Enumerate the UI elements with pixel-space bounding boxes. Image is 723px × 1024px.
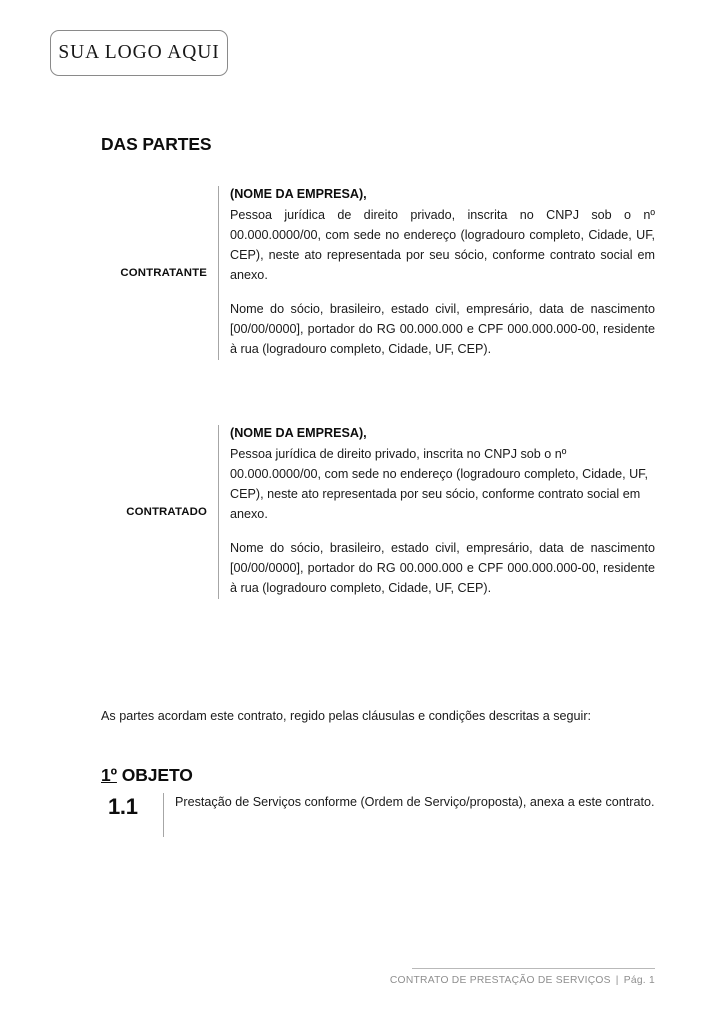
footer-separator: | [615, 975, 619, 986]
clause-text-1-1: Prestação de Serviços conforme (Ordem de Serviço/proposta), anexa a este contrato. [175, 795, 655, 809]
footer-text-group [390, 975, 655, 986]
party-block-contratante [101, 186, 655, 360]
party-paragraph-company-contratado: Pessoa jurídica de direito privado, inscrita no CNPJ sob o nº 00.000.0000/00, com sede no endereço (logradouro completo, Cidade, UF, CEP), neste ato representada por seu sócio, conforme contrato social em anexo. [230, 446, 648, 521]
party-label-cell-contratante [101, 186, 218, 360]
section-heading-title: OBJETO [116, 764, 193, 785]
footer-divider-rule [412, 968, 655, 969]
section-heading-ordinal: 1º [101, 764, 117, 785]
clause-number-cell-1-1 [101, 793, 163, 818]
section-heading-objeto [101, 765, 193, 786]
logo-placeholder-text: SUA LOGO AQUI [58, 42, 220, 63]
party-role-label-contratado: CONTRATADO [126, 506, 207, 519]
party-paragraph-partner-contratado: Nome do sócio, brasileiro, estado civil, empresário, data de nascimento [00/00/0000], portador do RG 00.000.000 e CPF 000.000.000-00, residente à rua (logradouro completo, Cidade, UF, CEP). [230, 541, 655, 596]
footer-document-title: CONTRATO DE PRESTAÇÃO DE SERVIÇOS [389, 975, 611, 986]
footer-page-number: Pág. 1 [623, 975, 655, 986]
party-body-contratado [219, 425, 655, 599]
section-heading-das-partes: DAS PARTES [101, 133, 212, 154]
party-company-name-contratante: (NOME DA EMPRESA), [230, 187, 367, 201]
party-body-contratante [219, 186, 655, 360]
party-label-cell-contratado [101, 425, 218, 599]
clause-number-1-1: 1.1 [108, 794, 138, 819]
clause-body-1-1 [164, 793, 655, 813]
party-block-contratado [101, 425, 655, 599]
party-paragraph-company-contratante: Pessoa jurídica de direito privado, inscrita no CNPJ sob o nº 00.000.0000/00, com sede no endereço (logradouro completo, Cidade, UF, CEP), neste ato representada por seu sócio, conforme contrato social em anexo. [230, 207, 655, 282]
party-company-name-contratado: (NOME DA EMPRESA), [230, 426, 367, 440]
agreement-intro-text: As partes acordam este contrato, regido pelas cláusulas e condições descritas a seguir: [101, 708, 592, 723]
clause-row-1-1 [101, 793, 655, 837]
party-paragraph-partner-contratante: Nome do sócio, brasileiro, estado civil, empresário, data de nascimento [00/00/0000], portador do RG 00.000.000 e CPF 000.000.000-00, residente à rua (logradouro completo, Cidade, UF, CEP). [230, 302, 655, 357]
page-footer [0, 963, 723, 1003]
party-role-label-contratante: CONTRATANTE [120, 267, 207, 280]
logo-placeholder-box[interactable] [50, 30, 228, 76]
